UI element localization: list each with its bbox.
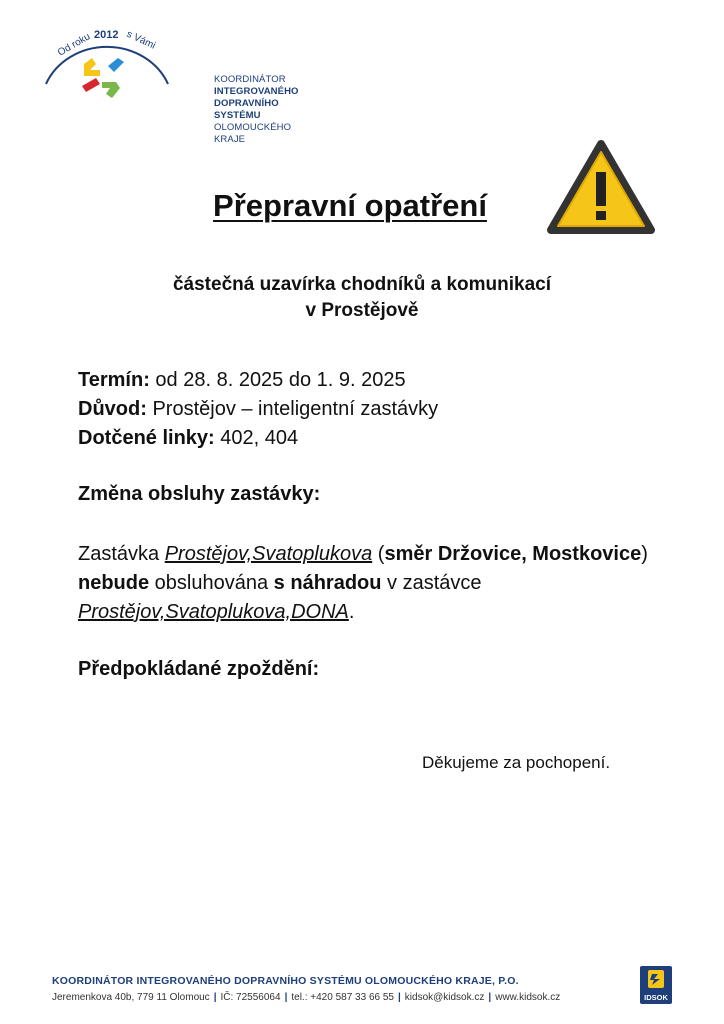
delay-heading: Předpokládané zpoždění: xyxy=(78,658,320,680)
term-value: od 28. 8. 2025 do 1. 9. 2025 xyxy=(149,369,406,391)
nahrada: s náhradou xyxy=(273,572,382,594)
page-title: Přepravní opatření xyxy=(213,188,487,223)
reason-row xyxy=(78,395,438,424)
idsok-label: IDSOK xyxy=(644,993,668,1002)
warning-icon xyxy=(545,138,657,238)
idsok-logo-icon xyxy=(640,966,672,992)
text: ) xyxy=(641,543,648,565)
info-block xyxy=(78,366,438,453)
stop-name-1: Prostějov,Svatoplukova xyxy=(164,543,373,565)
stop-name-2: Prostějov,Svatoplukova,DONA xyxy=(78,601,349,623)
logo-line-2: INTEGROVANÉHO xyxy=(214,86,299,97)
text: ( xyxy=(372,543,385,565)
logo-line-1: KOORDINÁTOR xyxy=(214,74,286,85)
term-row xyxy=(78,366,438,395)
logo-line-4: OLOMOUCKÉHO KRAJE xyxy=(214,122,292,145)
footer xyxy=(52,975,560,1003)
svg-text:Od roku: Od roku xyxy=(56,31,93,59)
footer-contacts: Jeremenkova 40b, 779 11 Olomouc | IČ: 72556064 | tel.: +420 587 33 66 55 | kidsok@kidsok.cz | www.kidsok.cz xyxy=(52,992,561,1003)
text: . xyxy=(348,601,355,623)
svg-text:2012: 2012 xyxy=(94,29,119,41)
idsok-badge xyxy=(640,966,672,1004)
reason-value: Prostějov – inteligentní zastávky xyxy=(146,398,439,420)
text: v zastávce xyxy=(381,572,482,594)
change-heading: Změna obsluhy zastávky: xyxy=(78,483,321,505)
footer-ic: IČ: 72556064 xyxy=(220,992,281,1003)
thanks-text: Děkujeme za pochopení. xyxy=(422,753,611,772)
logo-line-3: DOPRAVNÍHO SYSTÉMU xyxy=(214,98,279,121)
footer-tel: tel.: +420 587 33 66 55 xyxy=(291,992,394,1003)
nebude: nebude xyxy=(78,572,150,594)
lines-label: Dotčené linky: xyxy=(78,427,215,449)
svg-text:s Vámi: s Vámi xyxy=(124,28,158,52)
lines-value: 402, 404 xyxy=(214,427,299,449)
kidsok-logo xyxy=(38,22,299,145)
text: Zastávka xyxy=(78,543,165,565)
change-paragraph xyxy=(78,540,678,627)
term-label: Termín: xyxy=(78,369,150,391)
footer-email[interactable]: kidsok@kidsok.cz xyxy=(404,992,485,1003)
direction: směr Držovice, Mostkovice xyxy=(384,543,642,565)
footer-org: KOORDINÁTOR INTEGROVANÉHO DOPRAVNÍHO SYSTÉMU OLOMOUCKÉHO KRAJE, P.O. xyxy=(52,975,519,987)
logo-text xyxy=(214,74,299,146)
footer-address: Jeremenkova 40b, 779 11 Olomouc xyxy=(52,992,210,1003)
reason-label: Důvod: xyxy=(78,398,147,420)
logo-arc-icon xyxy=(38,22,178,112)
subtitle-line-1: částečná uzavírka chodníků a komunikací xyxy=(172,274,552,295)
subtitle xyxy=(0,272,724,324)
text: obsluhována xyxy=(149,572,274,594)
lines-row xyxy=(78,424,438,453)
footer-web[interactable]: www.kidsok.cz xyxy=(495,992,561,1003)
subtitle-line-2: v Prostějově xyxy=(305,300,419,321)
